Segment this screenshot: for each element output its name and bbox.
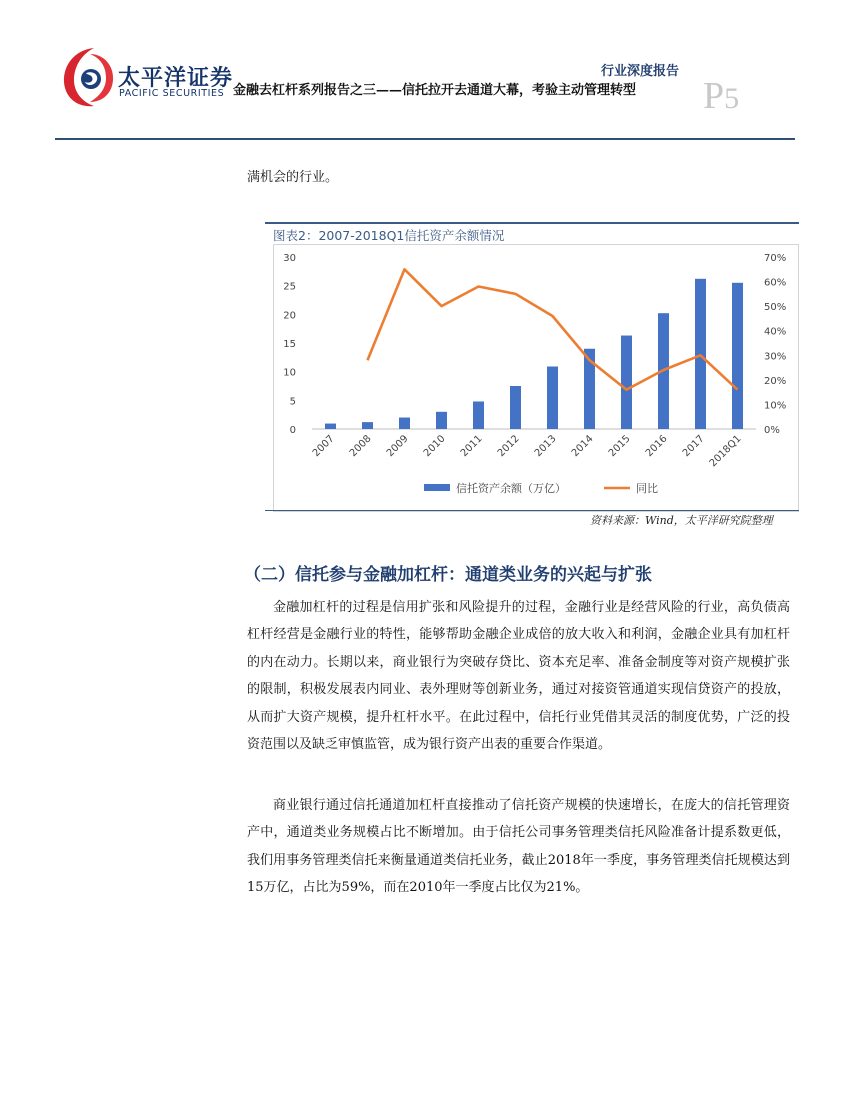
figure bbox=[265, 222, 799, 512]
intro-text: 满机会的行业。 bbox=[247, 170, 339, 185]
brand-name-cn: 太平洋证券 bbox=[118, 66, 234, 91]
chart-area bbox=[273, 244, 799, 512]
y-left-tick-label: 5 bbox=[289, 396, 296, 408]
legend-bar-swatch bbox=[424, 484, 450, 491]
y-right-tick-label: 50% bbox=[764, 302, 787, 314]
y-right-tick-label: 20% bbox=[764, 375, 787, 387]
y-right-tick-label: 10% bbox=[764, 400, 787, 412]
body-paragraph-1: 金融加杠杆的过程是信用扩张和风险提升的过程，金融行业是经营风险的行业，高负债高杠杆经营是金融行业的特性，能够帮助金融企业成倍的放大收入和利润，金融企业具有加杠杆的内在动力。长期以来，商业银行为突破存贷比、资本充足率、准备金制度等对资产规模扩张的限制，积极发展表内同业、表外理财等创新业务，通过对接资管通道实现信贷资产的投放，从而扩大资产规模，提升杠杆水平。在此过程中，信托行业凭借其灵活的制度优势，广泛的投资范围以及缺乏审慎监管，成为银行资产出表的重要合作渠道。 bbox=[247, 600, 790, 753]
figure-title: 图表2：2007-2018Q1信托资产余额情况 bbox=[273, 228, 505, 243]
page-number bbox=[703, 74, 739, 118]
y-right-tick-label: 30% bbox=[764, 351, 787, 363]
bar-2017 bbox=[695, 279, 706, 429]
x-tick-label: 2014 bbox=[569, 433, 596, 460]
x-tick-label: 2016 bbox=[643, 433, 670, 460]
y-left-tick-label: 10 bbox=[283, 367, 296, 379]
y-left-tick-label: 30 bbox=[283, 253, 296, 264]
brand-name-en: PACIFIC SECURITIES bbox=[119, 88, 225, 99]
report-type: 行业深度报告 bbox=[601, 64, 680, 79]
legend-line-label: 同比 bbox=[636, 482, 658, 495]
y-left-tick-label: 25 bbox=[283, 281, 296, 293]
figure-source: 资料来源：Wind，太平洋研究院整理 bbox=[590, 514, 773, 527]
report-title: 金融去杠杆系列报告之三——信托拉开去通道大幕，考验主动管理转型 bbox=[233, 83, 637, 98]
body-paragraph-2: 商业银行通过信托通道加杠杆直接推动了信托资产规模的快速增长，在庞大的信托管理资产中，通道类业务规模占比不断增加。由于信托公司事务管理类信托风险准备计提系数更低，我们用事务管理类信托来衡量通道类信托业务，截止2018年一季度，事务管理类信托规模达到15万亿，占比为59%，而在2010年一季度占比仅为21%。 bbox=[247, 798, 790, 896]
x-tick-label: 2010 bbox=[421, 433, 448, 460]
bar-2010 bbox=[436, 412, 447, 429]
x-tick-label: 2017 bbox=[680, 433, 707, 460]
bar-2015 bbox=[621, 336, 632, 429]
x-tick-label: 2011 bbox=[458, 433, 485, 460]
bar-2013 bbox=[547, 367, 558, 429]
y-left-tick-label: 20 bbox=[283, 310, 296, 322]
figure-bottom-rule bbox=[265, 510, 799, 511]
bar-2012 bbox=[510, 386, 521, 429]
y-right-tick-label: 60% bbox=[764, 277, 787, 289]
x-tick-label: 2007 bbox=[310, 433, 337, 460]
bar-2008 bbox=[362, 422, 373, 429]
header-divider bbox=[55, 138, 795, 140]
trust-assets-chart bbox=[274, 245, 798, 511]
pacific-securities-logo-icon bbox=[60, 42, 120, 112]
page-header bbox=[0, 0, 850, 145]
x-tick-label: 2012 bbox=[495, 433, 522, 460]
page-number-value: 5 bbox=[724, 82, 740, 115]
y-left-tick-label: 0 bbox=[289, 425, 296, 436]
section-title: （二）信托参与金融加杠杆：通道类业务的兴起与扩张 bbox=[244, 565, 652, 585]
y-right-tick-label: 40% bbox=[764, 326, 787, 338]
x-tick-label: 2015 bbox=[606, 433, 633, 460]
x-tick-label: 2013 bbox=[532, 433, 559, 460]
x-tick-label: 2018Q1 bbox=[707, 433, 744, 470]
figure-top-rule bbox=[265, 222, 799, 224]
bar-2009 bbox=[399, 418, 410, 429]
y-right-tick-label: 0% bbox=[764, 425, 780, 436]
bar-2011 bbox=[473, 401, 484, 429]
page-prefix: P bbox=[703, 75, 725, 117]
legend-bar-label: 信托资产余额（万亿） bbox=[456, 482, 566, 495]
bar-2018Q1 bbox=[732, 283, 743, 429]
y-left-tick-label: 15 bbox=[283, 339, 296, 350]
x-tick-label: 2008 bbox=[347, 433, 374, 460]
y-right-tick-label: 70% bbox=[764, 253, 787, 264]
x-tick-label: 2009 bbox=[384, 433, 411, 460]
bar-2007 bbox=[325, 424, 336, 429]
